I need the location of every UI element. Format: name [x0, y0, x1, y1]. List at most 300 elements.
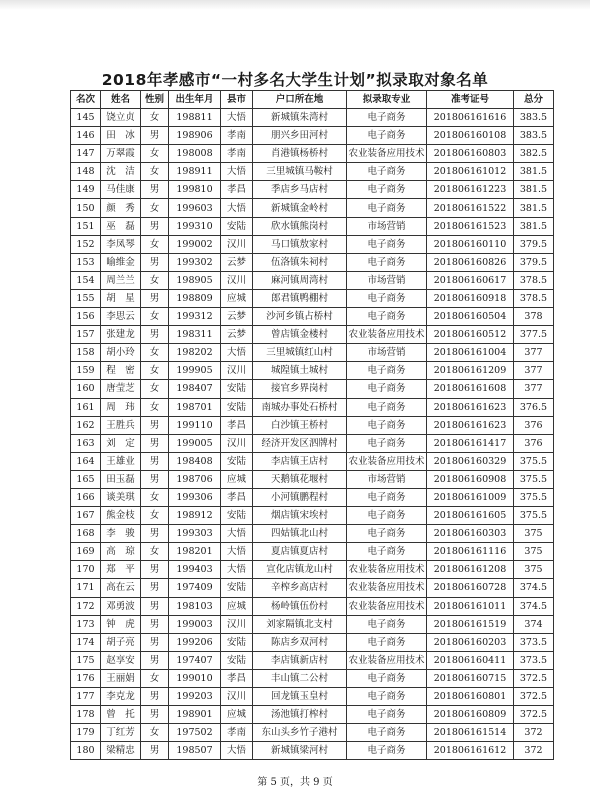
cell-exam-id: 201806161223: [427, 181, 514, 199]
cell-score: 372: [514, 742, 554, 760]
cell-exam-id: 201806161004: [427, 344, 514, 362]
cell-score: 376: [514, 416, 554, 434]
cell-major: 农业装备应用技术: [347, 651, 427, 669]
cell-name: 刘 定: [101, 434, 141, 452]
cell-rank: 148: [71, 163, 101, 181]
cell-score: 375: [514, 543, 554, 561]
cell-residence: 小河镇鹏程村: [253, 488, 347, 506]
cell-rank: 179: [71, 724, 101, 742]
cell-gender: 女: [141, 145, 169, 163]
cell-residence: 肖港镇杨桥村: [253, 145, 347, 163]
cell-score: 373.5: [514, 633, 554, 651]
table-row: [71, 597, 554, 615]
cell-score: 381.5: [514, 163, 554, 181]
cell-county: 安陆: [221, 579, 253, 597]
cell-exam-id: 201806161514: [427, 724, 514, 742]
cell-county: 安陆: [221, 398, 253, 416]
table-row: [71, 217, 554, 235]
cell-rank: 168: [71, 525, 101, 543]
cell-rank: 159: [71, 362, 101, 380]
cell-name: 程 密: [101, 362, 141, 380]
cell-county: 安陆: [221, 633, 253, 651]
cell-residence: 经济开发区泗牌村: [253, 434, 347, 452]
cell-rank: 167: [71, 507, 101, 525]
table-row: [71, 398, 554, 416]
cell-rank: 166: [71, 488, 101, 506]
cell-rank: 150: [71, 199, 101, 217]
cell-score: 377: [514, 344, 554, 362]
cell-exam-id: 201806161522: [427, 199, 514, 217]
cell-score: 372.5: [514, 688, 554, 706]
table-row: [71, 452, 554, 470]
cell-residence: 南城办事处石桥村: [253, 398, 347, 416]
scan-edge: [0, 0, 590, 10]
cell-rank: 176: [71, 669, 101, 687]
cell-rank: 169: [71, 543, 101, 561]
cell-major: 电子商务: [347, 543, 427, 561]
cell-birth: 199203: [169, 688, 221, 706]
table-row: [71, 651, 554, 669]
cell-name: 张建龙: [101, 326, 141, 344]
table-row: [71, 199, 554, 217]
cell-score: 378.5: [514, 271, 554, 289]
cell-county: 汉川: [221, 271, 253, 289]
cell-county: 孝昌: [221, 181, 253, 199]
cell-county: 大悟: [221, 561, 253, 579]
cell-gender: 女: [141, 235, 169, 253]
cell-gender: 男: [141, 688, 169, 706]
cell-residence: 马口镇敖家村: [253, 235, 347, 253]
cell-county: 孝南: [221, 127, 253, 145]
table-row: [71, 742, 554, 760]
cell-score: 381.5: [514, 181, 554, 199]
cell-residence: 烟店镇宋埃村: [253, 507, 347, 525]
cell-birth: 198912: [169, 507, 221, 525]
cell-score: 376.5: [514, 398, 554, 416]
cell-score: 377: [514, 380, 554, 398]
cell-residence: 陈店乡双河村: [253, 633, 347, 651]
cell-name: 曾 托: [101, 706, 141, 724]
cell-gender: 男: [141, 615, 169, 633]
cell-gender: 女: [141, 308, 169, 326]
cell-exam-id: 201806161623: [427, 398, 514, 416]
cell-birth: 198706: [169, 470, 221, 488]
header-county: 县市: [221, 91, 253, 109]
table-body: [71, 109, 554, 760]
header-name: 姓名: [101, 91, 141, 109]
cell-county: 汉川: [221, 434, 253, 452]
cell-county: 汉川: [221, 235, 253, 253]
cell-birth: 199003: [169, 615, 221, 633]
cell-residence: 东山头乡竹子港村: [253, 724, 347, 742]
table-row: [71, 181, 554, 199]
cell-birth: 198809: [169, 289, 221, 307]
cell-score: 374.5: [514, 597, 554, 615]
cell-exam-id: 201806161209: [427, 362, 514, 380]
cell-score: 383.5: [514, 109, 554, 127]
cell-residence: 白沙镇王桥村: [253, 416, 347, 434]
table-row: [71, 615, 554, 633]
cell-birth: 198008: [169, 145, 221, 163]
header-exam-id: 准考证号: [427, 91, 514, 109]
cell-exam-id: 201806160303: [427, 525, 514, 543]
table-row: [71, 145, 554, 163]
cell-gender: 女: [141, 271, 169, 289]
cell-major: 电子商务: [347, 109, 427, 127]
cell-birth: 199312: [169, 308, 221, 326]
cell-major: 电子商务: [347, 525, 427, 543]
cell-name: 唐莹芝: [101, 380, 141, 398]
cell-rank: 149: [71, 181, 101, 199]
cell-score: 372: [514, 724, 554, 742]
cell-county: 云梦: [221, 308, 253, 326]
cell-rank: 152: [71, 235, 101, 253]
cell-rank: 180: [71, 742, 101, 760]
cell-birth: 198201: [169, 543, 221, 561]
cell-exam-id: 201806161012: [427, 163, 514, 181]
cell-major: 电子商务: [347, 434, 427, 452]
cell-birth: 199403: [169, 561, 221, 579]
cell-name: 胡子亮: [101, 633, 141, 651]
cell-major: 电子商务: [347, 633, 427, 651]
cell-score: 382.5: [514, 145, 554, 163]
cell-major: 农业装备应用技术: [347, 145, 427, 163]
cell-county: 云梦: [221, 253, 253, 271]
cell-birth: 199010: [169, 669, 221, 687]
table-row: [71, 127, 554, 145]
cell-residence: 沙河乡镇占桥村: [253, 308, 347, 326]
table-row: [71, 253, 554, 271]
cell-major: 电子商务: [347, 742, 427, 760]
cell-major: 市场营销: [347, 344, 427, 362]
table-row: [71, 688, 554, 706]
header-score: 总分: [514, 91, 554, 109]
table-row: [71, 235, 554, 253]
cell-residence: 季店乡马店村: [253, 181, 347, 199]
cell-gender: 男: [141, 633, 169, 651]
cell-county: 大悟: [221, 163, 253, 181]
cell-rank: 147: [71, 145, 101, 163]
cell-gender: 女: [141, 380, 169, 398]
cell-name: 赵享安: [101, 651, 141, 669]
cell-rank: 157: [71, 326, 101, 344]
cell-exam-id: 201806160715: [427, 669, 514, 687]
table-row: [71, 109, 554, 127]
cell-county: 云梦: [221, 326, 253, 344]
cell-county: 应城: [221, 706, 253, 724]
cell-score: 373.5: [514, 651, 554, 669]
cell-county: 汉川: [221, 615, 253, 633]
cell-gender: 女: [141, 362, 169, 380]
cell-birth: 198811: [169, 109, 221, 127]
cell-major: 电子商务: [347, 669, 427, 687]
cell-residence: 杨岭镇伍份村: [253, 597, 347, 615]
cell-residence: 辛榨乡高店村: [253, 579, 347, 597]
table-row: [71, 579, 554, 597]
cell-score: 374: [514, 615, 554, 633]
table-row: [71, 706, 554, 724]
cell-county: 应城: [221, 470, 253, 488]
cell-major: 电子商务: [347, 615, 427, 633]
cell-gender: 男: [141, 253, 169, 271]
cell-gender: 男: [141, 289, 169, 307]
cell-score: 375: [514, 561, 554, 579]
cell-name: 颜 秀: [101, 199, 141, 217]
table-header-row: [71, 91, 554, 109]
cell-rank: 151: [71, 217, 101, 235]
cell-score: 375: [514, 525, 554, 543]
cell-rank: 146: [71, 127, 101, 145]
cell-birth: 199302: [169, 253, 221, 271]
cell-birth: 199306: [169, 488, 221, 506]
cell-county: 汉川: [221, 688, 253, 706]
cell-county: 应城: [221, 289, 253, 307]
cell-name: 李 骏: [101, 525, 141, 543]
cell-birth: 199303: [169, 525, 221, 543]
cell-major: 市场营销: [347, 217, 427, 235]
cell-exam-id: 201806161608: [427, 380, 514, 398]
cell-residence: 郎君镇鸭棚村: [253, 289, 347, 307]
cell-birth: 199002: [169, 235, 221, 253]
cell-birth: 198407: [169, 380, 221, 398]
cell-residence: 李店镇新店村: [253, 651, 347, 669]
cell-name: 熊金枝: [101, 507, 141, 525]
cell-gender: 女: [141, 507, 169, 525]
cell-name: 李思云: [101, 308, 141, 326]
cell-gender: 男: [141, 597, 169, 615]
cell-name: 王雄业: [101, 452, 141, 470]
cell-name: 沈 洁: [101, 163, 141, 181]
cell-residence: 麻河镇周湾村: [253, 271, 347, 289]
cell-residence: 四姑镇北山村: [253, 525, 347, 543]
cell-residence: 丰山镇二公村: [253, 669, 347, 687]
cell-county: 汉川: [221, 362, 253, 380]
cell-score: 375.5: [514, 470, 554, 488]
cell-exam-id: 201806160108: [427, 127, 514, 145]
cell-rank: 155: [71, 289, 101, 307]
cell-name: 喻维金: [101, 253, 141, 271]
table-row: [71, 561, 554, 579]
cell-rank: 177: [71, 688, 101, 706]
cell-birth: 198103: [169, 597, 221, 615]
cell-major: 电子商务: [347, 688, 427, 706]
table-row: [71, 344, 554, 362]
cell-residence: 天鹅镇花堰村: [253, 470, 347, 488]
cell-major: 电子商务: [347, 253, 427, 271]
cell-residence: 接官乡界岗村: [253, 380, 347, 398]
cell-gender: 男: [141, 579, 169, 597]
cell-score: 378.5: [514, 289, 554, 307]
cell-name: 梁精忠: [101, 742, 141, 760]
cell-name: 高在云: [101, 579, 141, 597]
cell-score: 381.5: [514, 217, 554, 235]
cell-birth: 199810: [169, 181, 221, 199]
cell-gender: 女: [141, 724, 169, 742]
cell-exam-id: 201806160918: [427, 289, 514, 307]
cell-major: 电子商务: [347, 398, 427, 416]
cell-county: 大悟: [221, 199, 253, 217]
cell-name: 周 玮: [101, 398, 141, 416]
cell-score: 377: [514, 362, 554, 380]
cell-residence: 伍洛镇朱祠村: [253, 253, 347, 271]
cell-rank: 154: [71, 271, 101, 289]
table-row: [71, 416, 554, 434]
cell-county: 安陆: [221, 507, 253, 525]
cell-score: 379.5: [514, 235, 554, 253]
cell-exam-id: 201806161605: [427, 507, 514, 525]
cell-gender: 女: [141, 488, 169, 506]
cell-birth: 198911: [169, 163, 221, 181]
cell-county: 大悟: [221, 525, 253, 543]
table-row: [71, 362, 554, 380]
cell-score: 375.5: [514, 488, 554, 506]
cell-score: 372.5: [514, 669, 554, 687]
table-row: [71, 289, 554, 307]
cell-rank: 172: [71, 597, 101, 615]
cell-birth: 199206: [169, 633, 221, 651]
cell-exam-id: 201806160110: [427, 235, 514, 253]
cell-exam-id: 201806160803: [427, 145, 514, 163]
cell-residence: 三里城镇马鞍村: [253, 163, 347, 181]
cell-birth: 197502: [169, 724, 221, 742]
cell-county: 孝昌: [221, 416, 253, 434]
cell-score: 383.5: [514, 127, 554, 145]
cell-residence: 回龙镇玉皇村: [253, 688, 347, 706]
cell-birth: 199603: [169, 199, 221, 217]
header-major: 拟录取专业: [347, 91, 427, 109]
cell-residence: 新城镇金岭村: [253, 199, 347, 217]
cell-gender: 男: [141, 434, 169, 452]
cell-gender: 男: [141, 561, 169, 579]
admission-table: [70, 90, 554, 760]
cell-major: 农业装备应用技术: [347, 597, 427, 615]
cell-gender: 男: [141, 217, 169, 235]
cell-birth: 198408: [169, 452, 221, 470]
cell-rank: 145: [71, 109, 101, 127]
cell-score: 378: [514, 308, 554, 326]
cell-major: 电子商务: [347, 199, 427, 217]
table-row: [71, 724, 554, 742]
cell-major: 电子商务: [347, 127, 427, 145]
cell-gender: 女: [141, 199, 169, 217]
cell-score: 379.5: [514, 253, 554, 271]
cell-name: 胡小玲: [101, 344, 141, 362]
cell-major: 电子商务: [347, 362, 427, 380]
cell-exam-id: 201806161009: [427, 488, 514, 506]
cell-major: 电子商务: [347, 706, 427, 724]
cell-major: 电子商务: [347, 235, 427, 253]
cell-name: 高 琼: [101, 543, 141, 561]
cell-exam-id: 201806161612: [427, 742, 514, 760]
cell-exam-id: 201806161616: [427, 109, 514, 127]
cell-gender: 女: [141, 344, 169, 362]
cell-name: 丁红芳: [101, 724, 141, 742]
cell-name: 马佳康: [101, 181, 141, 199]
cell-birth: 198905: [169, 271, 221, 289]
cell-rank: 170: [71, 561, 101, 579]
cell-major: 电子商务: [347, 416, 427, 434]
table-row: [71, 488, 554, 506]
cell-county: 孝昌: [221, 669, 253, 687]
cell-exam-id: 201806161116: [427, 543, 514, 561]
cell-rank: 153: [71, 253, 101, 271]
table-row: [71, 434, 554, 452]
cell-county: 大悟: [221, 742, 253, 760]
cell-birth: 198202: [169, 344, 221, 362]
table-row: [71, 380, 554, 398]
cell-name: 田 冰: [101, 127, 141, 145]
header-gender: 性别: [141, 91, 169, 109]
cell-score: 375.5: [514, 452, 554, 470]
cell-residence: 城隍镇土城村: [253, 362, 347, 380]
cell-score: 377.5: [514, 326, 554, 344]
cell-exam-id: 201806160203: [427, 633, 514, 651]
cell-exam-id: 201806160728: [427, 579, 514, 597]
cell-residence: 汤池镇打榨村: [253, 706, 347, 724]
cell-exam-id: 201806161011: [427, 597, 514, 615]
cell-rank: 161: [71, 398, 101, 416]
table-row: [71, 507, 554, 525]
cell-exam-id: 201806160908: [427, 470, 514, 488]
cell-rank: 160: [71, 380, 101, 398]
cell-residence: 欣水镇熊岗村: [253, 217, 347, 235]
table-row: [71, 470, 554, 488]
cell-major: 电子商务: [347, 308, 427, 326]
header-rank: 名次: [71, 91, 101, 109]
cell-exam-id: 201806160504: [427, 308, 514, 326]
cell-birth: 199110: [169, 416, 221, 434]
cell-residence: 曾店镇金楼村: [253, 326, 347, 344]
cell-name: 王丽娟: [101, 669, 141, 687]
cell-gender: 男: [141, 181, 169, 199]
cell-rank: 156: [71, 308, 101, 326]
cell-gender: 女: [141, 163, 169, 181]
cell-birth: 199905: [169, 362, 221, 380]
cell-exam-id: 201806161523: [427, 217, 514, 235]
cell-major: 农业装备应用技术: [347, 326, 427, 344]
cell-birth: 199310: [169, 217, 221, 235]
cell-rank: 165: [71, 470, 101, 488]
cell-exam-id: 201806160826: [427, 253, 514, 271]
cell-major: 农业装备应用技术: [347, 579, 427, 597]
cell-major: 电子商务: [347, 163, 427, 181]
table-row: [71, 271, 554, 289]
cell-rank: 171: [71, 579, 101, 597]
cell-county: 应城: [221, 597, 253, 615]
cell-name: 巫 磊: [101, 217, 141, 235]
cell-county: 大悟: [221, 543, 253, 561]
cell-name: 李克龙: [101, 688, 141, 706]
cell-major: 电子商务: [347, 724, 427, 742]
cell-rank: 163: [71, 434, 101, 452]
cell-major: 电子商务: [347, 507, 427, 525]
page-footer: 第 5 页，共 9 页: [257, 777, 333, 788]
header-birth: 出生年月: [169, 91, 221, 109]
cell-name: 田玉磊: [101, 470, 141, 488]
table-row: [71, 543, 554, 561]
cell-gender: 男: [141, 127, 169, 145]
cell-major: 市场营销: [347, 470, 427, 488]
cell-residence: 李店镇王店村: [253, 452, 347, 470]
cell-rank: 173: [71, 615, 101, 633]
cell-gender: 男: [141, 416, 169, 434]
cell-residence: 新城镇朱湾村: [253, 109, 347, 127]
cell-residence: 三里城镇红山村: [253, 344, 347, 362]
cell-score: 374.5: [514, 579, 554, 597]
cell-name: 邓勇波: [101, 597, 141, 615]
cell-exam-id: 201806161519: [427, 615, 514, 633]
cell-county: 孝昌: [221, 488, 253, 506]
